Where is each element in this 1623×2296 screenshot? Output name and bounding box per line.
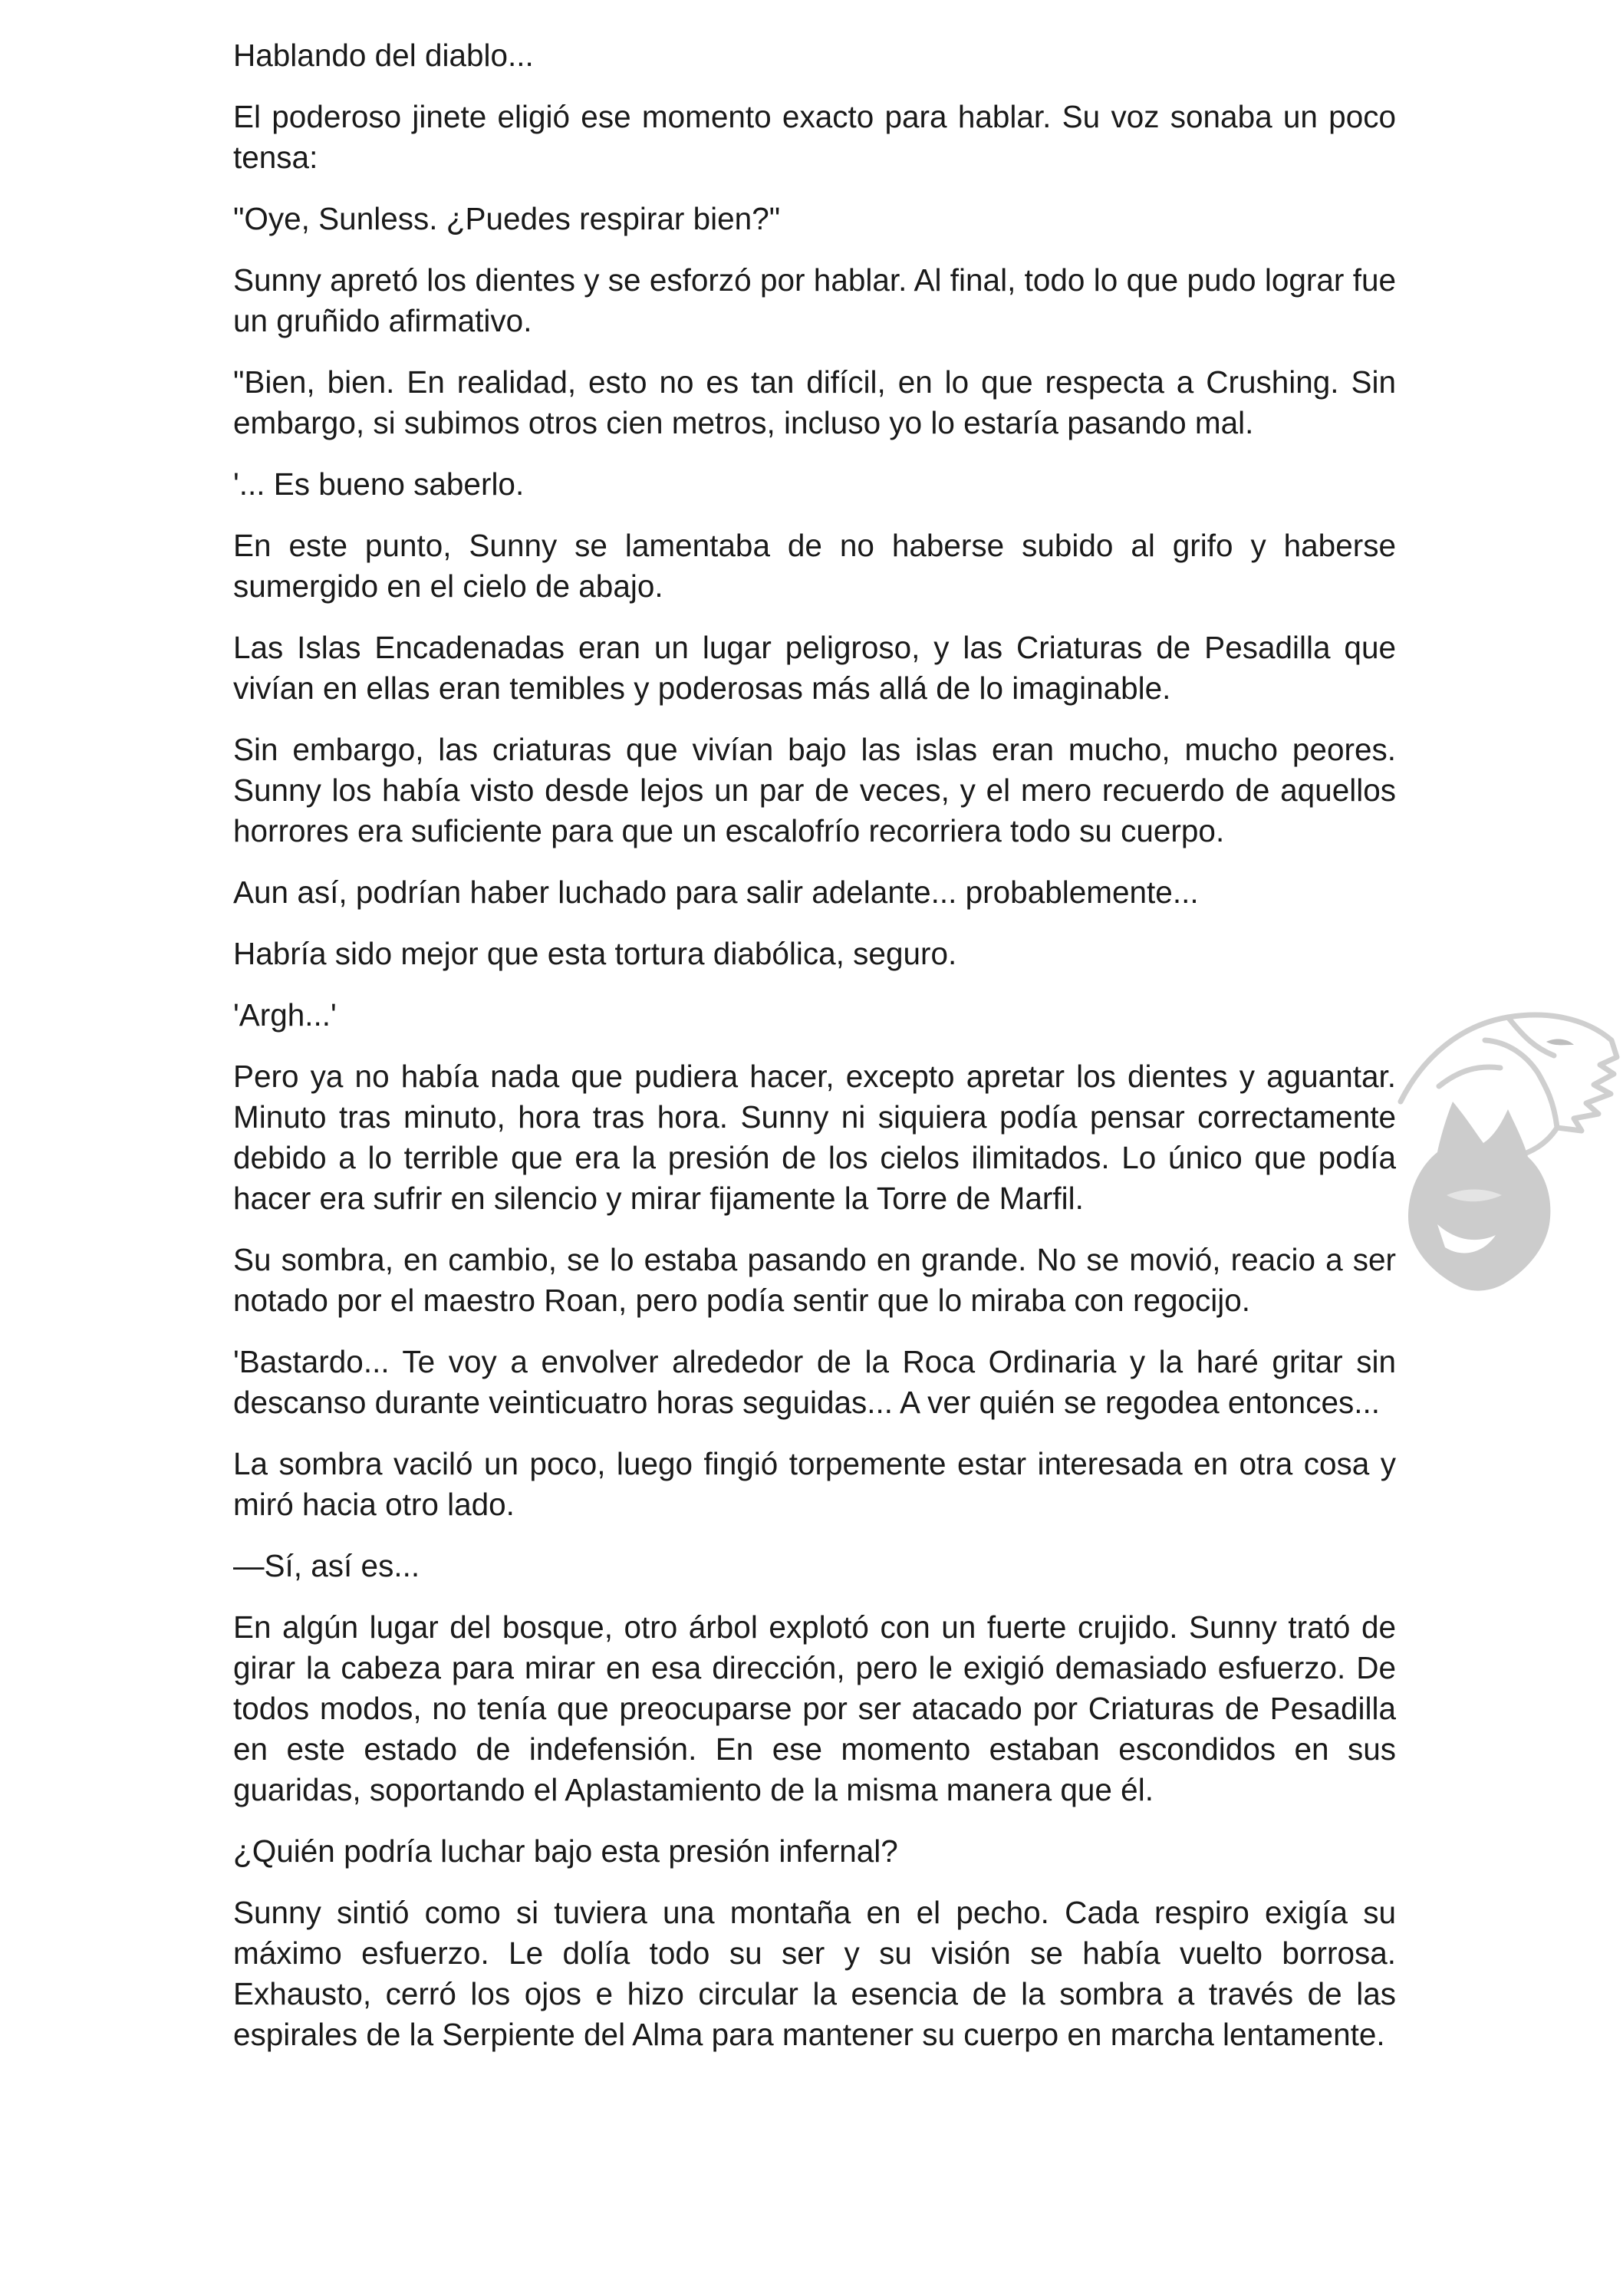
paragraph: Su sombra, en cambio, se lo estaba pasando en grande. No se movió, reacio a ser notado por el maestro Roan, pero podía sentir que lo miraba con regocijo. — [233, 1242, 1396, 1318]
paragraph: "Oye, Sunless. ¿Puedes respirar bien?" — [233, 201, 781, 236]
paragraph: En algún lugar del bosque, otro árbol explotó con un fuerte crujido. Sunny trató de girar la cabeza para mirar en esa dirección, pero le exigió demasiado esfuerzo. De todos modos, no tenía que preocuparse por ser atacado por Criaturas de Pesadilla en este estado de indefensión. En ese momento estaban escondidos en sus guaridas, soportando el Aplastamiento de la misma manera que él. — [233, 1609, 1396, 1807]
body-text — [233, 35, 1396, 2076]
paragraph: La sombra vaciló un poco, luego fingió torpemente estar interesada en otra cosa y miró hacia otro lado. — [233, 1446, 1396, 1522]
paragraph: Sunny apretó los dientes y se esforzó por hablar. Al final, todo lo que pudo lograr fue un gruñido afirmativo. — [233, 262, 1396, 338]
paragraph: Sunny sintió como si tuviera una montaña en el pecho. Cada respiro exigía su máximo esfuerzo. Le dolía todo su ser y su visión se había vuelto borrosa. Exhausto, cerró los ojos e hizo circular la esencia de la sombra a través de las espirales de la Serpiente del Alma para mantener su cuerpo en marcha lentamente. — [233, 1895, 1396, 2052]
paragraph: "Bien, bien. En realidad, esto no es tan difícil, en lo que respecta a Crushing. Sin embargo, si subimos otros cien metros, incluso yo lo estaría pasando mal. — [233, 364, 1396, 440]
paragraph: ¿Quién podría luchar bajo esta presión infernal? — [233, 1833, 898, 1869]
dinosaur-and-hooded-figure-watermark-icon — [1393, 994, 1623, 1298]
paragraph: —Sí, así es... — [233, 1548, 420, 1583]
paragraph: Aun así, podrían haber luchado para salir adelante... probablemente... — [233, 875, 1199, 910]
paragraph: Las Islas Encadenadas eran un lugar peligroso, y las Criaturas de Pesadilla que vivían en ellas eran temibles y poderosas más allá de lo imaginable. — [233, 630, 1396, 706]
paragraph: Pero ya no había nada que pudiera hacer, excepto apretar los dientes y aguantar. Minuto tras minuto, hora tras hora. Sunny ni siquiera podía pensar correctamente debido a lo terrible que era la presión de los cielos ilimitados. Lo único que podía hacer era sufrir en silencio y mirar fijamente la Torre de Marfil. — [233, 1059, 1396, 1216]
paragraph: 'Bastardo... Te voy a envolver alrededor de la Roca Ordinaria y la haré gritar sin descanso durante veinticuatro horas seguidas... A ver quién se regodea entonces... — [233, 1344, 1396, 1420]
paragraph: En este punto, Sunny se lamentaba de no haberse subido al grifo y haberse sumergido en el cielo de abajo. — [233, 528, 1396, 604]
paragraph: El poderoso jinete eligió ese momento exacto para hablar. Su voz sonaba un poco tensa: — [233, 99, 1396, 175]
paragraph: '... Es bueno saberlo. — [233, 466, 525, 502]
paragraph: 'Argh...' — [233, 997, 337, 1033]
paragraph: Hablando del diablo... — [233, 38, 534, 73]
paragraph: Sin embargo, las criaturas que vivían bajo las islas eran mucho, mucho peores. Sunny los había visto desde lejos un par de veces, y el mero recuerdo de aquellos horrores era suficiente para que un escalofrío recorriera todo su cuerpo. — [233, 732, 1396, 848]
paragraph: Habría sido mejor que esta tortura diabólica, seguro. — [233, 936, 957, 971]
